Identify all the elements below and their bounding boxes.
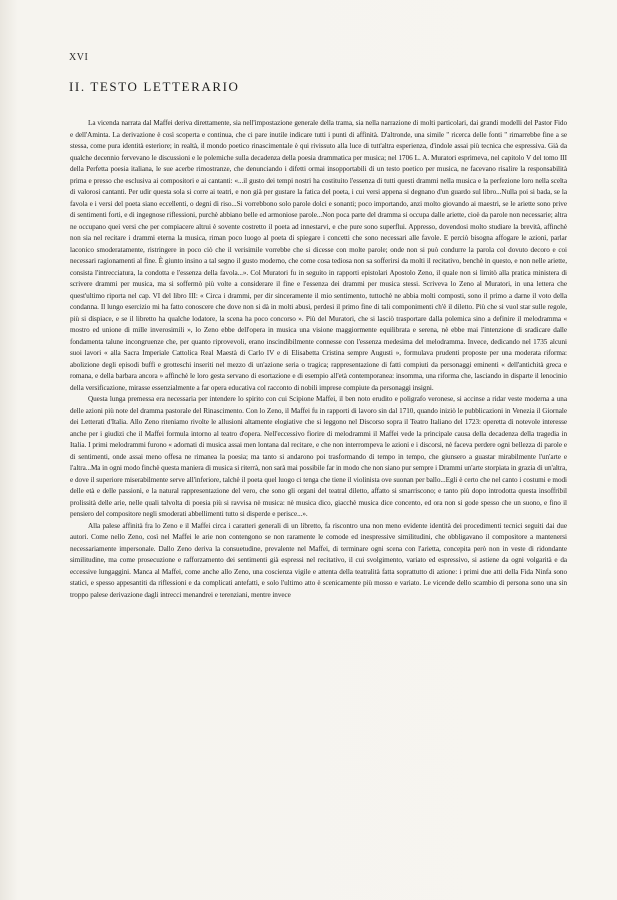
paragraph-3: Alla palese affinità fra lo Zeno e il Maffei circa i caratteri generali di un libretto, fa riscontro una non meno evidente identità dei procedimenti tecnici seguiti dai due autori. Come nello Zeno, così nel Maffei le arie non contengono se non raramente le comode ed inespressive similitudini, che obbligavano il compositore a mantenersi necessariamente impersonale. Dallo Zeno deriva la consuetudine, prevalente nel Maffei, di terminare ogni scena con l'arietta, concepita però non in veste di ridondante similitudine, ma come prosecuzione e rafforzamento dei sentimenti già espressi nel recitativo, il cui svolgimento, variato ed espressivo, si astiene da ogni volgarità e da eccessive lungaggini. Manca al Maffei, come anche allo Zeno, una coscienza vigile e attenta della teatralità fatta soprattutto di azione: i primi due atti della Fida Ninfa sono statici, e spesso appesantiti da riflessioni e da complicati antefatti, e solo l'ultimo atto è scenicamente più mosso e variato. Le vicende dello scambio di persona sono una sin troppo palese derivazione dagli intrecci menandrei e terenziani, mentre invece [70,521,567,599]
body-text [70,118,567,601]
paragraph-2: Questa lunga premessa era necessaria per intendere lo spirito con cui Scipione Maffei, il ben noto erudito e poligrafo veronese, si accinse a ridar veste moderna a una delle azioni più note del dramma pastorale del Rinascimento. Con lo Zeno, il Maffei fu in rapporti di lavoro sin dal 1710, quando iniziò le pubblicazioni in Venezia il Giornale dei Letterati d'Italia. Allo Zeno riteniamo rivolte le allusioni altamente elogiative che si leggono nel Discorso sopra il Teatro Italiano del 1723: operetta di notevole interesse anche per i giudizi che il Maffei formula intorno al teatro d'opera. Nell'eccessivo fiorire di melodrammi il Maffei vede la principale causa della decadenza della tragedia in Italia. I primi melodrammi furono « adornati di musica assai men lontana dal recitare, e che non interrompeva le azioni e i discorsi, nè faceva perdere ogni bellezza di parole e di sentimenti, onde assai meno offesa ne rimanea la poesia; ma tanto si andarono poi trasformando di tempo in tempo, che giunsero a guastar mirabilmente l'un'arte e l'altra...Ma in ogni modo finchè questa maniera di musica si riterrà, non sarà mai possibile far in modo che non siano pur sempre i Drammi un'arte storpiata in grazia di un'altra, e dove il superiore miserabilmente serve all'inferiore, talchè il poeta quel luogo ci tenga che tiene il violinista ove suonan per ballo...Egli è certo che nel canto i costumi e modi delle età e delle passioni, e la natural rappresentazione del vero, che sono gli organi del teatral diletto, affatto si smarriscono; e tanto più dopo introdotta questa insoffribil prolissità delle arie, nelle quali talvolta di poesia più si ravvisa nè musica: nè musica dico, giacchè musica dice concento, ed ora non si gode spesso che un suono, e fino il pensiero del compositore negli smoderati abbellimenti tutto si disperde e perisce...». [70,395,567,518]
paragraph-1: La vicenda narrata dal Maffei deriva direttamente, sia nell'impostazione generale della trama, sia nella narrazione di molti particolari, dai grandi modelli del Pastor Fido e dell'Aminta. La derivazione è così scoperta e continua, che ci pare inutile indicare tutti i punti di affinità. D'altronde, una simile " ricerca delle fonti " rimarrebbe fine a se stessa, come pura identità esteriore; in realtà, il mondo poetico rinascimentale è qui rivissuto alla luce di tutt'altra esperienza, d'indole assai più tecnica che espressiva. Già da qualche decennio fervevano le discussioni e le polemiche sulla decadenza della poesia drammatica per musica; nel 1706 L. A. Muratori esprimeva, nel capitolo V del tomo III della Perfetta poesia italiana, le sue acerbe rimostranze, che denunciando i difetti ormai insopportabili di un testo poetico per musica, ne facevano risalire la responsabilità prima e presso che esclusiva ai compositori e ai cantanti: «...il gusto dei tempi nostri ha costituito l'essenza di tutti questi drammi nella musica e la perfezione loro nella scelta di valorosi cantanti. Per udir questa sola si corre ai teatri, e non già per gustare la fatica del poeta, i cui versi appena si degnano d'un guardo sul libro...Nulla poi si bada, se la favola e i versi del poeta siano eccellenti, o degni di riso...Si vorrebbono solo parole dolci e sonanti; poco importando, anzi molto giovando ai maestri, se le ariette sono prive di sentimenti forti, e di ingegnose riflessioni, purchè abbiano belle ed armoniose parole...Non poca parte del dramma si occupa dalle ariette, cioè da parole non necessarie; altra ne occupano quei versi che per compiacere altrui è sovente costretto il poeta ad innestarvi, e che pure sono superflui. Appresso, dovendosi molto studiare la brevità, affinchè non sia nel recitare i drammi eterna la musica, riman poco luogo al poeta di spiegare i concetti che sono necessari alle favole. E perciò bisogna affogare le azioni, parlar laconico smoderatamente, ristringere in poco ciò che il verisimile vorrebbe che si dicesse con molte parole; onde non si può condurre la parola col dovuto decoro e coi necessari ragionamenti al fine. È giunto insino a tal segno il gusto moderno, che come cosa tediosa non sa sofferirsi da molti il recitativo, benchè in questo, e non nelle ariette, consista l'intrecciatura, la condotta e l'essenza della favola...». Col Muratori fu in seguito in rapporti epistolari Apostolo Zeno, il quale non si limitò alla pratica ministera di scrivere drammi per musica, ma si soffermò più volte a considerare il fine e l'essenza dei drammi per musica stessi. Scriveva lo Zeno al Muratori, in una lettera che quest'ultimo riporta nel cap. VI del libro III: « Circa i drammi, per dir sinceramente il mio sentimento, tuttochè ne abbia molti composti, sono il primo a darne il voto della condanna. Il lungo esercizio mi ha fatto conoscere che dove non si dà in molti abusi, perdesi il primo fine di tali componimenti ch'è il diletto. Più che si vuol star sulle regole, più si dispiace, e se il libretto ha qualche lodatore, la scena ha poco concorso ». Più del Muratori, che si lasciò trasportare dalla polemica sino a definire il melodramma « mostro ed unione di mille inverosimili », lo Zeno ebbe dell'opera in musica una visione maggiormente equilibrata e serena, nè ebbe mai l'intenzione di sradicare dalle fondamenta talune incongruenze che, per quanto riprovevoli, erano inscindibilmente connesse con l'essenza medesima del melodramma. Invece, dedicando nel 1735 alcuni suoi lavori « alla Sacra Imperiale Cattolica Real Maestà di Carlo IV e di Elisabetta Cristina sempre Augusti », formulava prudenti proposte per una moderata riforma: abolizione degli episodi buffi e grotteschi inseriti nel mezzo di un'azione seria o tragica; rappresentazione di fatti compiuti da personaggi eminenti « dell'antichità greca e romana, e della barbara ancora » affinchè le loro gesta servano di esortazione e di esempio all'età contemporanea: insomma, una riforma che, lasciando in disparte il lenocinio della versificazione, mirasse essenzialmente a far opera educativa col racconto di nobili imprese compiute da personaggi insigni. [70,119,567,392]
section-title: II. TESTO LETTERARIO [69,79,240,94]
page-number: XVI [69,52,89,63]
